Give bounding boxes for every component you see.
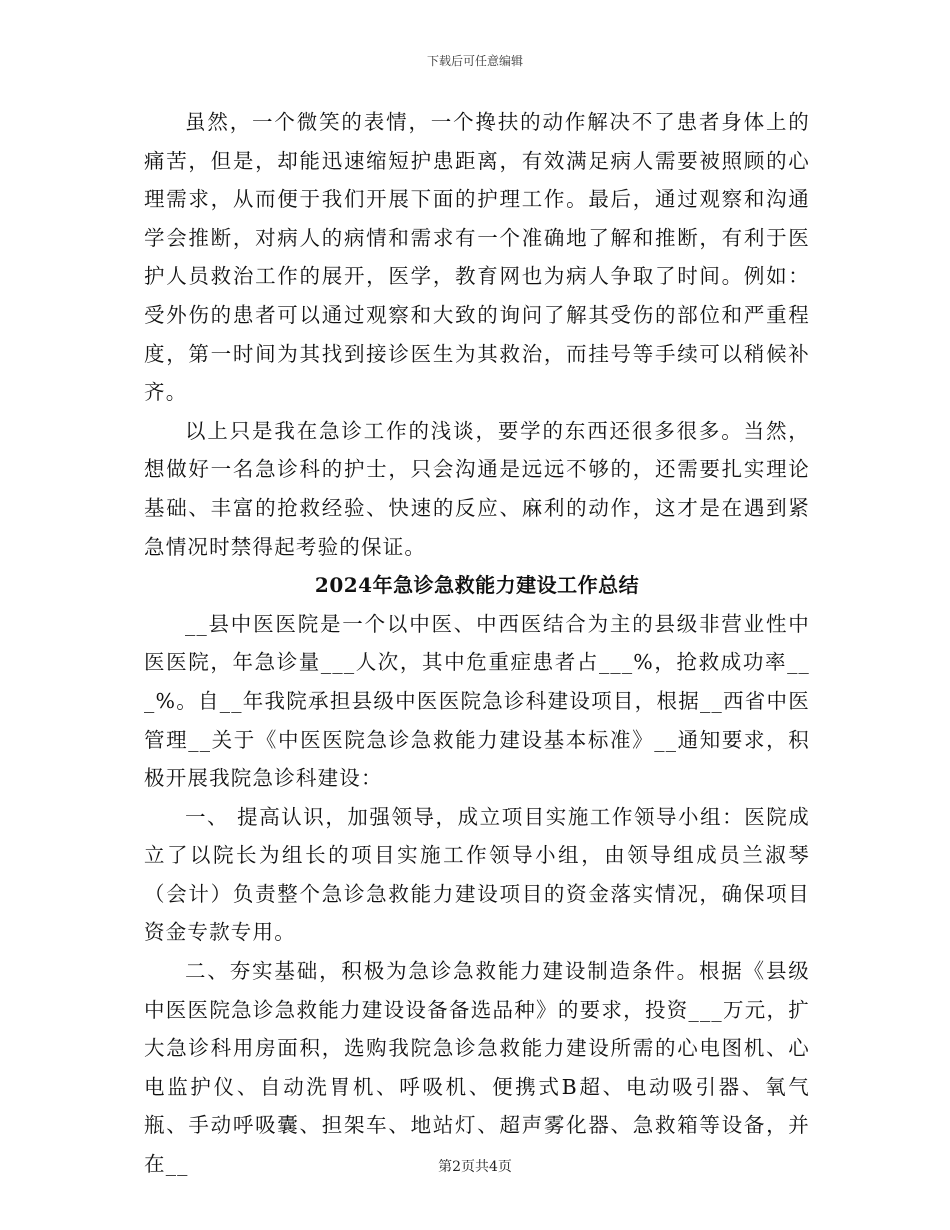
- paragraph-leadership: 一、 提高认识，加强领导，成立项目实施工作领导小组：医院成立了以院长为组长的项目实施工作领导小组，由领导组成员兰淑琴（会计）负责整个急诊急救能力建设项目的资金落实情况，确保项目资金专款专用。: [144, 804, 810, 945]
- paragraph-foundation: 二、夯实基础，积极为急诊急救能力建设制造条件。根据《县级中医医院急诊急救能力建设设备备选品种》的要求，投资___万元，扩大急诊科用房面积，选购我院急诊急救能力建设所需的心电图机、心电监护仪、自动洗胃机、呼吸机、便携式B超、电动吸引器、氧气瓶、手动呼吸囊、担架车、地站灯、超声雾化器、急救箱等设备，并在__: [144, 959, 810, 1177]
- paragraph-care-communication: 虽然，一个微笑的表情，一个搀扶的动作解决不了患者身体上的痛苦，但是，却能迅速缩短护患距离，有效满足病人需要被照顾的心理需求，从而便于我们开展下面的护理工作。最后，通过观察和沟通学会推断，对病人的病情和需求有一个准确地了解和推断，有利于医护人员救治工作的展开，医学，教育网也为病人争取了时间。例如：受外伤的患者可以通过观察和大致的询问了解其受伤的部位和严重程度，第一时间为其找到接诊医生为其救治，而挂号等手续可以稍候补齐。: [144, 110, 810, 405]
- document-body: [144, 103, 810, 1184]
- paragraph-conclusion: 以上只是我在急诊工作的浅谈，要学的东西还很多很多。当然，想做好一名急诊科的护士，只会沟通是远远不够的，还需要扎实理论基础、丰富的抢救经验、快速的反应、麻利的动作，这才是在遇到紧急情况时禁得起考验的保证。: [144, 418, 810, 559]
- page-footer: 第2页共4页: [438, 1159, 512, 1175]
- paragraph-hospital-intro: __县中医医院是一个以中医、中西医结合为主的县级非营业性中医医院，年急诊量___人次，其中危重症患者占___%，抢救成功率___%。自__年我院承担县级中医医院急诊科建设项目，根据__西省中医管理__关于《中医医院急诊急救能力建设基本标准》__通知要求，积极开展我院急诊科建设：: [144, 611, 810, 791]
- section-title: 2024年急诊急救能力建设工作总结: [314, 573, 640, 598]
- page-header: 下载后可任意编辑: [426, 54, 523, 68]
